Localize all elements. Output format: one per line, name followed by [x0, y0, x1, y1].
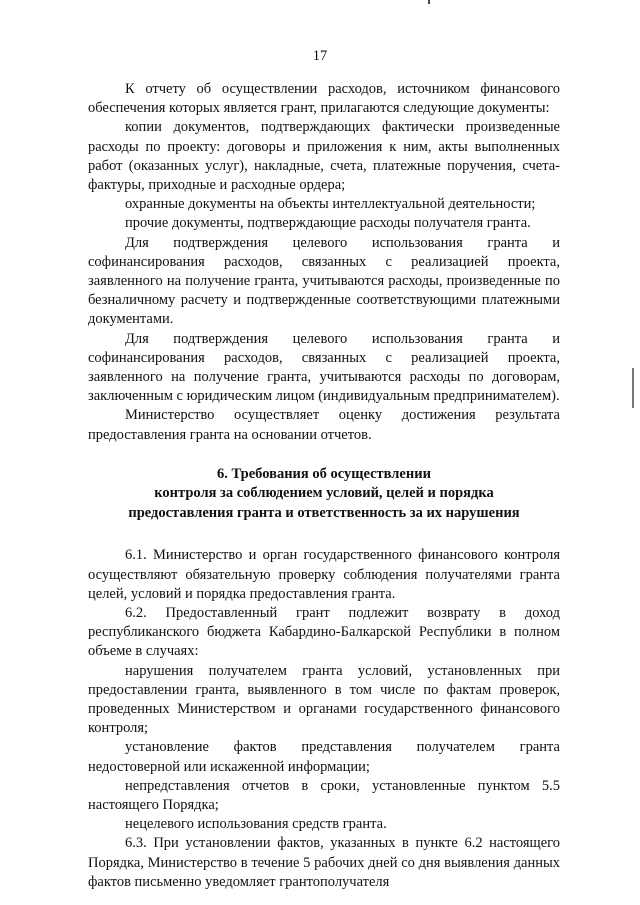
paragraph-docs-copies: копии документов, подтверждающих фактически произведенные расходы по проекту: договоры и приложения к ним, акты выполненных работ (оказанных услуг), накладные, счета, платежные поручения, счета-фактуры, приходные и расходные ордера;: [88, 119, 560, 194]
paragraph-no-reports: непредставления отчетов в сроки, установленные пунктом 5.5 настоящего Порядка;: [88, 777, 560, 813]
intro-paragraph: К отчету об осуществлении расходов, источником финансового обеспечения которых является грант, прилагаются следующие документы:: [88, 81, 560, 117]
section-heading-line-3: предоставления гранта и ответственность за их нарушения: [128, 504, 520, 521]
section-heading-line-2: контроля за соблюдением условий, целей и порядка: [154, 485, 494, 502]
paragraph-6-1: 6.1. Министерство и орган государственного финансового контроля осуществляют обязательную проверку соблюдения получателями гранта целей, условий и порядка предоставления гранта.: [88, 547, 560, 602]
paragraph-violation: нарушения получателем гранта условий, установленных при предоставлении гранта, выявленного в том числе по фактам проверок, проведенных Министерством и органами государственного финансового контроля;: [88, 662, 560, 737]
paragraph-misuse: нецелевого использования средств гранта.: [125, 816, 387, 833]
paragraph-ip-docs: охранные документы на объекты интеллектуальной деятельности;: [125, 196, 536, 213]
paragraph-assessment: Министерство осуществляет оценку достижения результата предоставления гранта на основании отчетов.: [88, 407, 560, 443]
paragraph-false-info: установление фактов представления получателем гранта недостоверной или искаженной информации;: [88, 739, 560, 775]
paragraph-contracts: Для подтверждения целевого использования гранта и софинансирования расходов, связанных с реализацией проекта, заявленного на получение гранта, учитываются расходы по договорам, заключенным с юридическим лицом (индивидуальным предпринимателем).: [88, 330, 560, 405]
paragraph-other-docs: прочие документы, подтверждающие расходы получателя гранта.: [125, 215, 531, 232]
scan-artifact-top: [428, 0, 430, 4]
paragraph-6-3: 6.3. При установлении фактов, указанных в пункте 6.2 настоящего Порядка, Министерство в течение 5 рабочих дней со дня выявления данных фактов письменно уведомляет грантополучателя: [88, 835, 560, 890]
page-number: 17: [312, 48, 328, 64]
document-body: [88, 80, 560, 892]
section-heading-line-1: 6. Требования об осуществлении: [217, 465, 431, 482]
paragraph-6-2: 6.2. Предоставленный грант подлежит возврату в доход республиканского бюджета Кабардино-Балкарской Республики в полном объеме в случаях:: [88, 604, 560, 660]
section-heading: [88, 465, 560, 524]
scan-artifact-right: [632, 368, 634, 408]
paragraph-cashless: Для подтверждения целевого использования гранта и софинансирования расходов, связанных с реализацией проекта, заявленного на получение гранта, учитываются расходы, произведенные по безналичному расчету и подтвержденные соответствующими платежными документами.: [88, 234, 560, 328]
